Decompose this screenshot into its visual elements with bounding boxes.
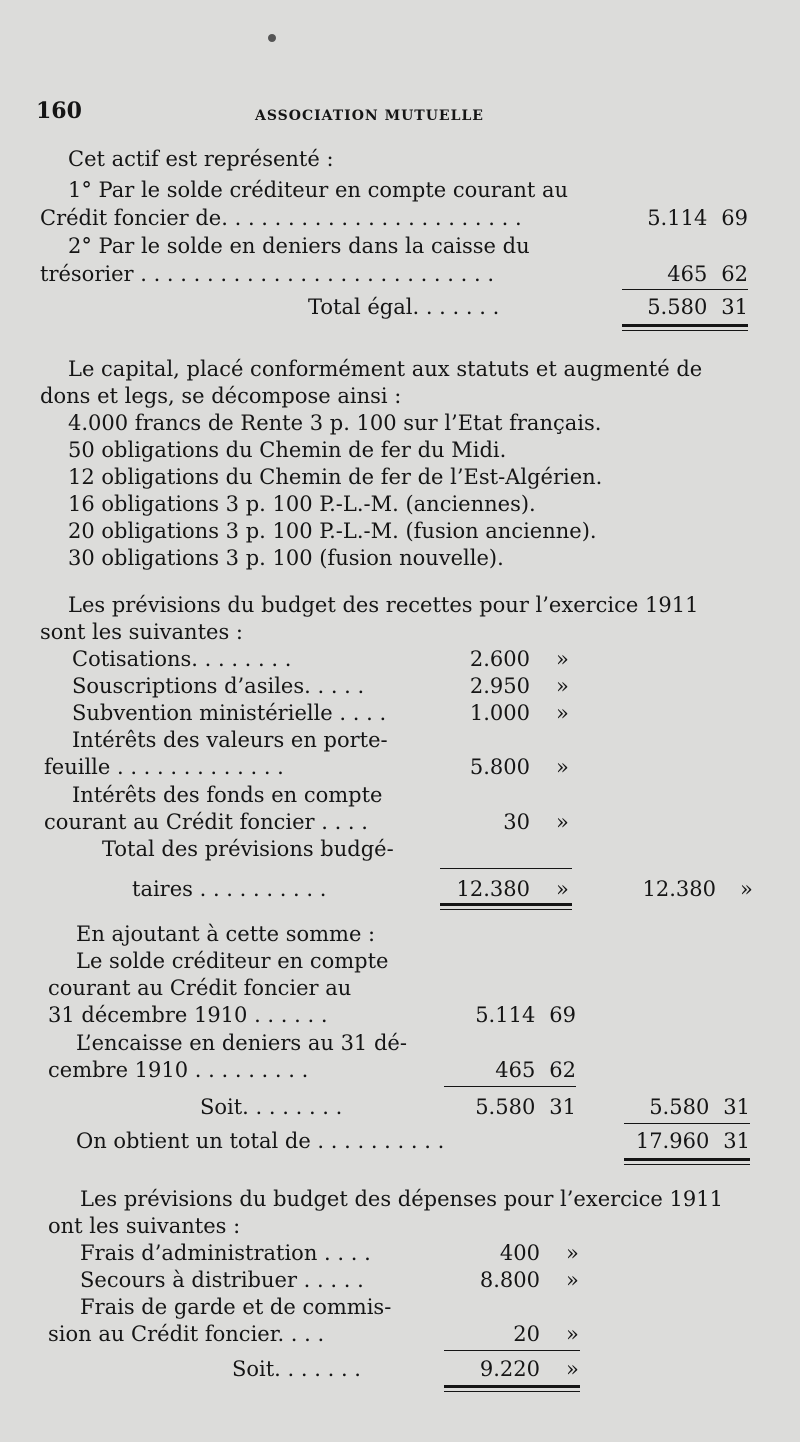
mark: » — [556, 755, 569, 779]
ajout-intro: En ajoutant à cette somme : — [76, 922, 376, 946]
rule-recettes-sum — [440, 868, 572, 869]
recettes-cotisations-value: 2.600 — [469, 647, 530, 671]
ajout-solde-value — [440, 1002, 576, 1028]
capital-item: 12 obligations du Chemin de fer de l’Est-Algérien. — [68, 465, 603, 489]
mark: » — [556, 810, 569, 834]
recettes-total-value: 12.380 — [456, 877, 530, 901]
mark: » — [566, 1322, 579, 1346]
rule-ajout-sum — [444, 1086, 576, 1087]
recettes-total-right: 12.380 — [642, 877, 716, 901]
recettes-fonds-value: 30 — [503, 810, 530, 834]
item1-cents: 69 — [721, 206, 748, 230]
actif-item2-line1: 2° Par le solde en deniers dans la caisse du — [68, 234, 530, 258]
capital-item: 30 obligations 3 p. 100 (fusion nouvelle). — [68, 546, 504, 570]
depenses-intro-1: Les prévisions du budget des dépenses pour l’exercice 1911 — [80, 1187, 723, 1211]
actif-item2-amount — [620, 261, 748, 287]
rule-depenses-total-1 — [444, 1385, 580, 1388]
depenses-admin: Frais d’administration . . . . — [80, 1241, 371, 1265]
encaisse-francs: 465 — [495, 1058, 536, 1082]
mark: » — [740, 877, 753, 901]
soit-cents: 31 — [549, 1095, 576, 1119]
recettes-total-line2: taires . . . . . . . . . . — [132, 877, 327, 901]
actif-intro: Cet actif est représenté : — [68, 147, 334, 171]
ajout-encaisse-line2: cembre 1910 . . . . . . . . . — [48, 1058, 309, 1082]
rule-actif-total-2 — [622, 330, 748, 331]
item1-francs: 5.114 — [647, 206, 708, 230]
rule-ajout-total-1 — [624, 1158, 750, 1161]
ajout-soit-right — [610, 1094, 750, 1120]
ajout-total-value — [610, 1128, 750, 1154]
ajout-solde-line2: courant au Crédit foncier au — [48, 976, 352, 1000]
actif-item1-amount — [620, 205, 748, 231]
depenses-secours-value: 8.800 — [479, 1268, 540, 1292]
mark: » — [556, 877, 569, 901]
actif-item1-line2: Crédit foncier de. . . . . . . . . . . . . . . . . . . . . . . — [40, 206, 522, 230]
depenses-secours: Secours à distribuer . . . . . — [80, 1268, 364, 1292]
rule-recettes-total-1 — [440, 903, 572, 906]
total-francs: 5.580 — [647, 295, 708, 319]
recettes-fonds-line1: Intérêts des fonds en compte — [72, 783, 383, 807]
recettes-subvention-value: 1.000 — [469, 701, 530, 725]
mark: » — [556, 674, 569, 698]
soit-francs: 5.580 — [475, 1095, 536, 1119]
recettes-subvention: Subvention ministérielle . . . . — [72, 701, 387, 725]
capital-item: 20 obligations 3 p. 100 P.-L.-M. (fusion ancienne). — [68, 519, 597, 543]
total-cents: 31 — [723, 1129, 750, 1153]
total-cents: 31 — [721, 295, 748, 319]
mark: » — [566, 1241, 579, 1265]
page-number: 160 — [36, 98, 82, 124]
capital-intro-2: dons et legs, se décompose ainsi : — [40, 384, 402, 408]
rule-depenses-total-2 — [444, 1391, 580, 1392]
solde-francs: 5.114 — [475, 1003, 536, 1027]
ajout-total-label: On obtient un total de . . . . . . . . . . — [76, 1129, 445, 1153]
depenses-garde-value: 20 — [513, 1322, 540, 1346]
actif-item2-line2: trésorier . . . . . . . . . . . . . . . . . . . . . . . . . . . — [40, 262, 495, 286]
capital-item: 4.000 francs de Rente 3 p. 100 sur l’Etat français. — [68, 411, 602, 435]
soit-right-cents: 31 — [723, 1095, 750, 1119]
solde-cents: 69 — [549, 1003, 576, 1027]
recettes-souscriptions: Souscriptions d’asiles. . . . . — [72, 674, 365, 698]
soit-right-francs: 5.580 — [649, 1095, 710, 1119]
item2-cents: 62 — [721, 262, 748, 286]
depenses-soit-label: Soit. . . . . . . — [232, 1357, 361, 1381]
rule-ajout-total-2 — [624, 1164, 750, 1165]
capital-intro-1: Le capital, placé conformément aux statuts et augmenté de — [68, 357, 703, 381]
total-francs: 17.960 — [635, 1129, 710, 1153]
ajout-soit-value — [440, 1094, 576, 1120]
depenses-intro-2: ont les suivantes : — [48, 1214, 241, 1238]
recettes-fonds-line2: courant au Crédit foncier . . . . — [44, 810, 368, 834]
recettes-interets-line2: feuille . . . . . . . . . . . . . — [44, 755, 284, 779]
actif-total-label: Total égal. . . . . . . — [308, 295, 500, 319]
actif-item1-line1: 1° Par le solde créditeur en compte courant au — [68, 178, 569, 202]
actif-total-amount — [620, 294, 748, 320]
ink-spot — [268, 34, 276, 42]
recettes-interets-value: 5.800 — [469, 755, 530, 779]
recettes-souscriptions-value: 2.950 — [469, 674, 530, 698]
recettes-cotisations: Cotisations. . . . . . . . — [72, 647, 292, 671]
encaisse-cents: 62 — [549, 1058, 576, 1082]
ajout-encaisse-line1: L’encaisse en deniers au 31 dé- — [76, 1031, 407, 1055]
capital-item: 50 obligations du Chemin de fer du Midi. — [68, 438, 507, 462]
recettes-intro-2: sont les suivantes : — [40, 620, 243, 644]
recettes-total-line1: Total des prévisions budgé- — [102, 837, 394, 861]
rule-ajout-right — [624, 1123, 750, 1124]
recettes-interets-line1: Intérêts des valeurs en porte- — [72, 728, 388, 752]
ajout-solde-line1: Le solde créditeur en compte — [76, 949, 389, 973]
ajout-solde-line3: 31 décembre 1910 . . . . . . — [48, 1003, 328, 1027]
rule-actif-sum — [622, 289, 748, 290]
rule-recettes-total-2 — [440, 909, 572, 910]
recettes-intro-1: Les prévisions du budget des recettes pour l’exercice 1911 — [68, 593, 699, 617]
mark: » — [556, 647, 569, 671]
depenses-garde-line2: sion au Crédit foncier. . . . — [48, 1322, 325, 1346]
depenses-admin-value: 400 — [499, 1241, 540, 1265]
ajout-soit-label: Soit. . . . . . . . — [200, 1095, 343, 1119]
mark: » — [566, 1357, 579, 1381]
rule-depenses-sum — [444, 1350, 580, 1351]
ajout-encaisse-value — [440, 1057, 576, 1083]
rule-actif-total-1 — [622, 324, 748, 327]
mark: » — [556, 701, 569, 725]
capital-item: 16 obligations 3 p. 100 P.-L.-M. (anciennes). — [68, 492, 536, 516]
depenses-soit-value: 9.220 — [479, 1357, 540, 1381]
running-title: ASSOCIATION MUTUELLE — [255, 108, 484, 124]
depenses-garde-line1: Frais de garde et de commis- — [80, 1295, 392, 1319]
mark: » — [566, 1268, 579, 1292]
item2-francs: 465 — [667, 262, 708, 286]
